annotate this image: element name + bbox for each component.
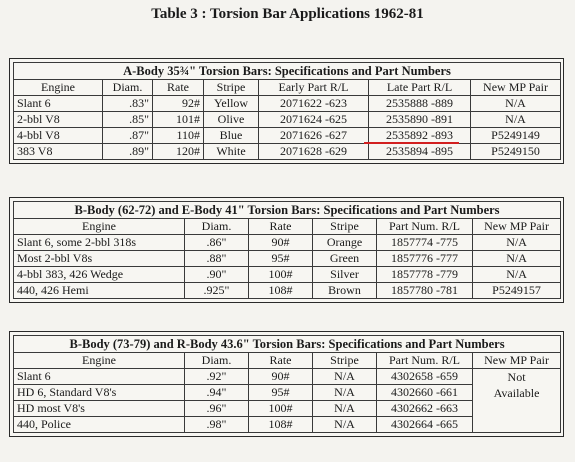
table-caption: A-Body 35¾" Torsion Bars: Specifications and Part Numbers <box>14 63 561 80</box>
engine-cell: Slant 6, some 2-bbl 318s <box>14 235 185 251</box>
rate-cell: 92# <box>153 96 204 112</box>
table-header-row <box>14 353 561 369</box>
stripe-cell: Silver <box>313 267 377 283</box>
column-header: Diam. <box>185 353 249 369</box>
page-title: Table 3 : Torsion Bar Applications 1962-81 <box>151 6 424 22</box>
part-num-cell: 4302664 -665 <box>377 417 473 433</box>
b-body-62-72-table <box>13 201 561 299</box>
table-row <box>14 112 561 128</box>
late-part-cell: 2535890 -891 <box>369 112 471 128</box>
column-header: Part Num. R/L <box>377 353 473 369</box>
engine-cell: 4-bbl V8 <box>14 128 103 144</box>
stripe-cell: Orange <box>313 235 377 251</box>
column-header: Engine <box>14 80 103 96</box>
table-row <box>14 283 561 299</box>
stripe-cell: Blue <box>204 128 259 144</box>
rate-cell: 90# <box>249 369 313 385</box>
part-num-cell: 4302662 -663 <box>377 401 473 417</box>
rate-cell: 100# <box>249 401 313 417</box>
stripe-cell: Olive <box>204 112 259 128</box>
rate-cell: 100# <box>249 267 313 283</box>
column-header: Rate <box>249 219 313 235</box>
rate-cell: 120# <box>153 144 204 160</box>
b-body-62-72-table-frame <box>9 197 564 303</box>
diam-cell: .87" <box>103 128 153 144</box>
mp-pair-cell: N/A <box>471 96 561 112</box>
rate-cell: 95# <box>249 251 313 267</box>
column-header: Diam. <box>185 219 249 235</box>
late-part-cell: 2535888 -889 <box>369 96 471 112</box>
rate-cell: 95# <box>249 385 313 401</box>
stripe-cell: Green <box>313 251 377 267</box>
diam-cell: .90" <box>185 267 249 283</box>
stripe-cell: N/A <box>313 369 377 385</box>
diam-cell: .925" <box>185 283 249 299</box>
diam-cell: .92" <box>185 369 249 385</box>
a-body-table <box>13 62 561 160</box>
rate-cell: 108# <box>249 283 313 299</box>
engine-cell: 4-bbl 383, 426 Wedge <box>14 267 185 283</box>
column-header: Stripe <box>204 80 259 96</box>
mp-pair-cell: P5249149 <box>471 128 561 144</box>
mp-pair-cell: N/A <box>473 235 561 251</box>
table-row <box>14 96 561 112</box>
early-part-cell: 2071628 -629 <box>259 144 369 160</box>
table-row <box>14 369 561 385</box>
mp-pair-cell: N/A <box>471 112 561 128</box>
b-body-73-79-table-frame <box>9 331 564 437</box>
column-header: New MP Pair <box>471 80 561 96</box>
stripe-cell: N/A <box>313 417 377 433</box>
not-available-text: Not Available <box>493 370 540 400</box>
part-num-cell: 1857774 -775 <box>377 235 473 251</box>
diam-cell: .89" <box>103 144 153 160</box>
early-part-cell: 2071626 -627 <box>259 128 369 144</box>
column-header: Stripe <box>313 219 377 235</box>
column-header: Late Part R/L <box>369 80 471 96</box>
rate-cell: 110# <box>153 128 204 144</box>
late-part-cell: 2535892 -893 <box>369 128 471 144</box>
mp-pair-cell: N/A <box>473 251 561 267</box>
column-header: Engine <box>14 353 185 369</box>
stripe-cell: White <box>204 144 259 160</box>
diam-cell: .96" <box>185 401 249 417</box>
mp-pair-cell: N/A <box>473 267 561 283</box>
early-part-cell: 2071624 -625 <box>259 112 369 128</box>
column-header: Rate <box>249 353 313 369</box>
part-num-cell: 4302658 -659 <box>377 369 473 385</box>
diam-cell: .94" <box>185 385 249 401</box>
table-row <box>14 144 561 160</box>
column-header: Stripe <box>313 353 377 369</box>
part-num-cell: 1857778 -779 <box>377 267 473 283</box>
diam-cell: .83" <box>103 96 153 112</box>
column-header: Rate <box>153 80 204 96</box>
red-underline-mark <box>364 142 459 144</box>
table-header-row <box>14 80 561 96</box>
column-header: Early Part R/L <box>259 80 369 96</box>
engine-cell: Most 2-bbl V8s <box>14 251 185 267</box>
table-row <box>14 235 561 251</box>
rate-cell: 90# <box>249 235 313 251</box>
column-header: New MP Pair <box>473 219 561 235</box>
diam-cell: .98" <box>185 417 249 433</box>
rate-cell: 108# <box>249 417 313 433</box>
diam-cell: .86" <box>185 235 249 251</box>
table-row <box>14 128 561 144</box>
table-caption: B-Body (62-72) and E-Body 41" Torsion Bars: Specifications and Part Numbers <box>14 202 561 219</box>
engine-cell: 383 V8 <box>14 144 103 160</box>
mp-pair-cell: P5249157 <box>473 283 561 299</box>
stripe-cell: N/A <box>313 385 377 401</box>
part-num-cell: 4302660 -661 <box>377 385 473 401</box>
column-header: Diam. <box>103 80 153 96</box>
diam-cell: .88" <box>185 251 249 267</box>
engine-cell: 440, 426 Hemi <box>14 283 185 299</box>
rate-cell: 101# <box>153 112 204 128</box>
late-part-cell: 2535894 -895 <box>369 144 471 160</box>
engine-cell: Slant 6 <box>14 369 185 385</box>
engine-cell: HD 6, Standard V8's <box>14 385 185 401</box>
column-header: Part Num. R/L <box>377 219 473 235</box>
a-body-table-frame <box>9 58 564 164</box>
engine-cell: HD most V8's <box>14 401 185 417</box>
column-header: Engine <box>14 219 185 235</box>
part-num-cell: 1857780 -781 <box>377 283 473 299</box>
early-part-cell: 2071622 -623 <box>259 96 369 112</box>
b-body-73-79-table <box>13 335 561 433</box>
table-row <box>14 251 561 267</box>
table-caption: B-Body (73-79) and R-Body 43.6" Torsion Bars: Specifications and Part Numbers <box>14 336 561 353</box>
stripe-cell: N/A <box>313 401 377 417</box>
stripe-cell: Yellow <box>204 96 259 112</box>
not-available-note <box>473 369 561 433</box>
engine-cell: 440, Police <box>14 417 185 433</box>
column-header: New MP Pair <box>473 353 561 369</box>
part-num-cell: 1857776 -777 <box>377 251 473 267</box>
mp-pair-cell: P5249150 <box>471 144 561 160</box>
engine-cell: 2-bbl V8 <box>14 112 103 128</box>
table-header-row <box>14 219 561 235</box>
table-row <box>14 267 561 283</box>
stripe-cell: Brown <box>313 283 377 299</box>
engine-cell: Slant 6 <box>14 96 103 112</box>
diam-cell: .85" <box>103 112 153 128</box>
